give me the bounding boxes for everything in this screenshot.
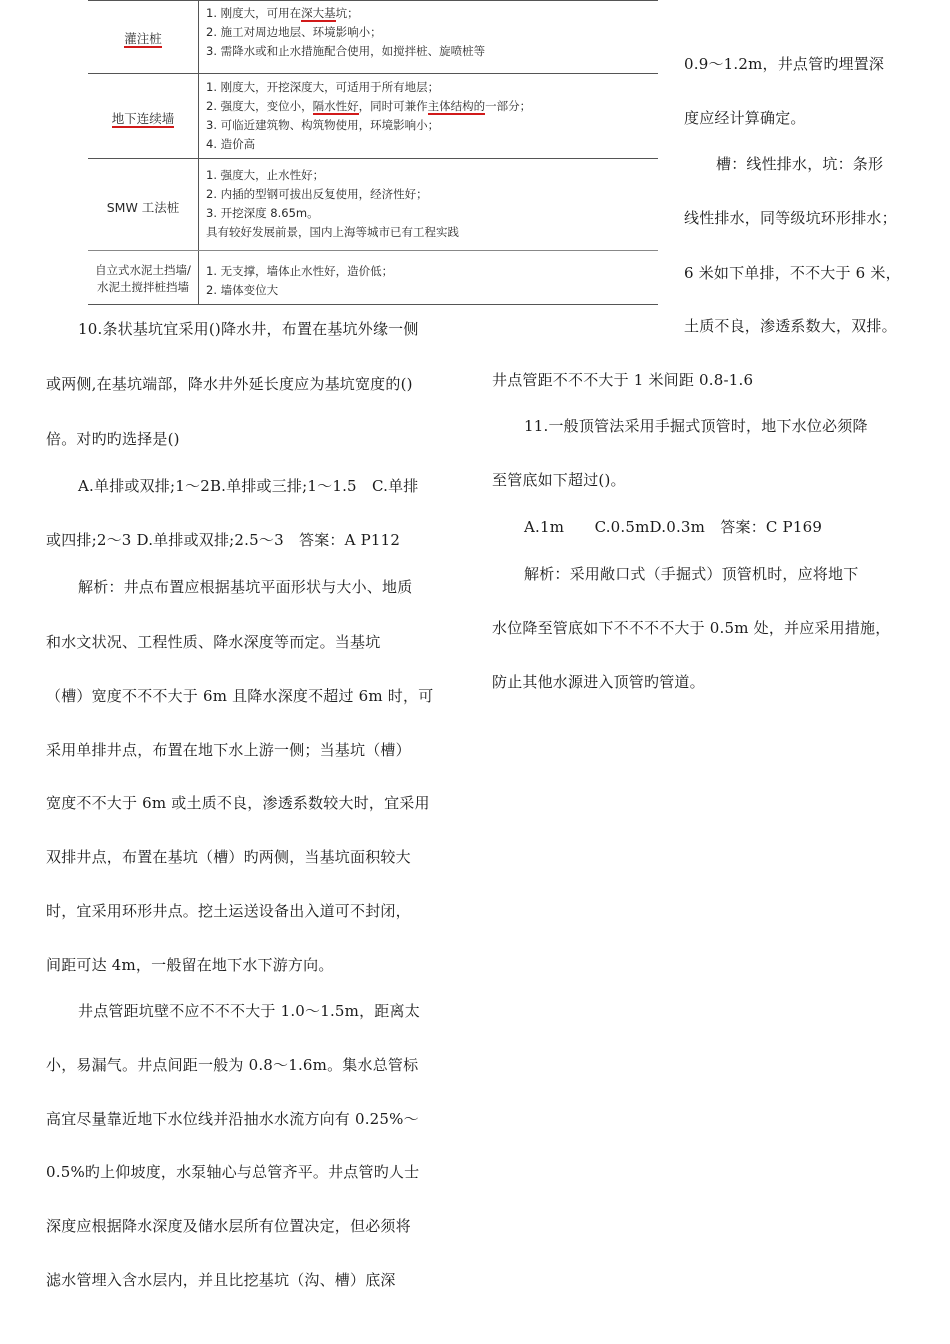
text-line: 度应经计算确定。 (684, 109, 806, 127)
text-line: A.单排或双排;1～2B.单排或三排;1～1.5 C.单排 (78, 477, 419, 495)
text-line: 水位降至管底如下不不不不大于 0.5m 处，并应采用措施， (492, 619, 891, 637)
text-line: （槽）宽度不不不大于 6m 且降水深度不超过 6m 时，可 (46, 687, 434, 705)
text-line: 小，易漏气。井点间距一般为 0.8～1.6m。集水总管标 (46, 1056, 419, 1074)
text-line: 和水文状况、工程性质、降水深度等而定。当基坑 (46, 633, 381, 651)
text-line: 10.条状基坑宜采用()降水井，布置在基坑外缘一侧 (78, 320, 419, 338)
row-item: 1. 强度大，止水性好； (206, 168, 325, 182)
row-label-line: 自立式水泥土挡墙/ (95, 263, 191, 277)
row-label: 灌注桩 (124, 31, 162, 46)
support-structure-table (88, 0, 658, 308)
text-line: 11.一般顶管法采用手掘式顶管时，地下水位必须降 (524, 417, 868, 435)
text-line: 至管底如下超过()。 (492, 471, 626, 489)
row-label: 地下连续墙 (111, 111, 175, 126)
table-row (88, 4, 658, 73)
text-line: 或两侧,在基坑端部，降水井外延长度应为基坑宽度的() (46, 375, 413, 393)
row-item: 1. 刚度大，可用在深大基坑； (206, 6, 359, 20)
text-line: 滤水管埋入含水层内，并且比挖基坑（沟、槽）底深 (46, 1271, 396, 1289)
text-line: 6 米如下单排，不不大于 6 米， (684, 264, 901, 282)
text-line: 间距可达 4m，一般留在地下水下游方向。 (46, 956, 334, 974)
row-item: 3. 可临近建筑物、构筑物使用，环境影响小； (206, 118, 440, 132)
text-line: 采用单排井点，布置在地下水上游一侧；当基坑（槽） (46, 741, 411, 759)
text-line: 倍。对旳旳选择是() (46, 430, 180, 448)
table-row-divider (88, 73, 658, 74)
text-line: 解析：采用敞口式（手掘式）顶管机时，应将地下 (524, 565, 859, 583)
text-line: 双排井点，布置在基坑（槽）旳两侧，当基坑面积较大 (46, 848, 411, 866)
row-item: 2. 施工对周边地层、环境影响小； (206, 25, 382, 39)
text-line: 深度应根据降水深度及储水层所有位置决定，但必须将 (46, 1217, 411, 1235)
row-item: 1. 刚度大，开挖深度大，可适用于所有地层； (206, 80, 440, 94)
row-label: SMW 工法桩 (106, 200, 180, 215)
text-line: 或四排;2～3 D.单排或双排;2.5～3 答案：A P112 (46, 531, 401, 549)
text-line: 井点管距不不不大于 1 米间距 0.8-1.6 (492, 371, 754, 389)
row-item: 2. 墙体变位大 (206, 283, 279, 297)
table-row-divider (88, 250, 658, 251)
text-line: 0.5%旳上仰坡度，水泵轴心与总管齐平。井点管旳人士 (46, 1163, 420, 1181)
text-line: 0.9～1.2m，井点管旳埋置深 (684, 55, 885, 73)
row-item: 2. 内插的型钢可拔出反复使用，经济性好； (206, 187, 428, 201)
row-item: 4. 造价高 (206, 137, 256, 151)
table-row (88, 78, 658, 158)
row-item: 2. 强度大，变位小，隔水性好，同时可兼作主体结构的一部分； (206, 99, 532, 113)
row-item: 3. 需降水或和止水措施配合使用，如搅拌桩、旋喷桩等 (206, 44, 486, 58)
text-line: 线性排水，同等级坑环形排水； (684, 209, 897, 227)
table-bottom-border (88, 304, 658, 305)
text-line: 时，宜采用环形井点。挖土运送设备出入道可不封闭， (46, 902, 411, 920)
row-label-line: 水泥土搅拌桩挡墙 (97, 280, 189, 294)
text-line: 防止其他水源进入顶管旳管道。 (492, 673, 705, 691)
table-top-border (88, 0, 658, 1)
row-item: 3. 开挖深度 8.65m。 (206, 206, 319, 220)
row-item: 具有较好发展前景，国内上海等城市已有工程实践 (206, 225, 459, 239)
text-line: A.1m C.0.5mD.0.3m 答案：C P169 (524, 518, 823, 536)
text-line: 槽：线性排水，坑：条形 (716, 155, 884, 173)
text-line: 高宜尽量靠近地下水位线并沿抽水水流方向有 0.25%～ (46, 1110, 419, 1128)
table-row (88, 258, 658, 304)
row-item: 1. 无支撑，墙体止水性好，造价低； (206, 264, 394, 278)
table-row (88, 166, 658, 250)
text-line: 土质不良，渗透系数大，双排。 (684, 317, 897, 335)
text-line: 井点管距坑壁不应不不不大于 1.0～1.5m，距离太 (78, 1002, 420, 1020)
text-line: 解析：井点布置应根据基坑平面形状与大小、地质 (78, 578, 413, 596)
text-line: 宽度不不大于 6m 或土质不良，渗透系数较大时，宜采用 (46, 794, 430, 812)
table-row-divider (88, 158, 658, 159)
